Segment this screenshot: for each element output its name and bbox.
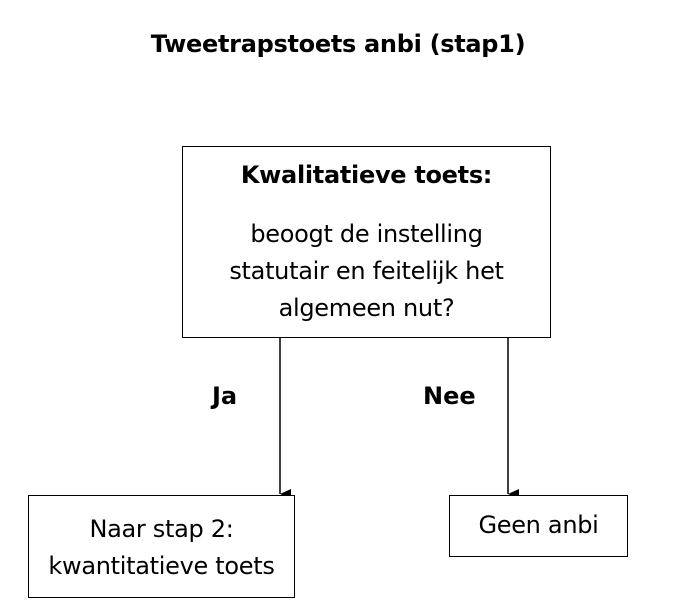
qualitative-test-heading: Kwalitatieve toets: bbox=[240, 161, 493, 189]
no-label: Nee bbox=[423, 382, 476, 410]
next-step-line: kwantitatieve toets bbox=[48, 552, 275, 580]
question-line: algemeen nut? bbox=[278, 294, 455, 322]
diagram-title: Tweetrapstoets anbi (stap1) bbox=[150, 30, 526, 58]
question-line: beoogt de instelling bbox=[250, 220, 483, 248]
yes-label: Ja bbox=[212, 382, 238, 410]
no-anbi-text: Geen anbi bbox=[478, 511, 599, 539]
question-line: statutair en feitelijk het bbox=[229, 257, 504, 285]
next-step-text bbox=[29, 511, 294, 585]
no-anbi-box bbox=[449, 495, 628, 557]
next-step-line: Naar stap 2: bbox=[89, 515, 234, 543]
next-step-box bbox=[28, 495, 295, 598]
